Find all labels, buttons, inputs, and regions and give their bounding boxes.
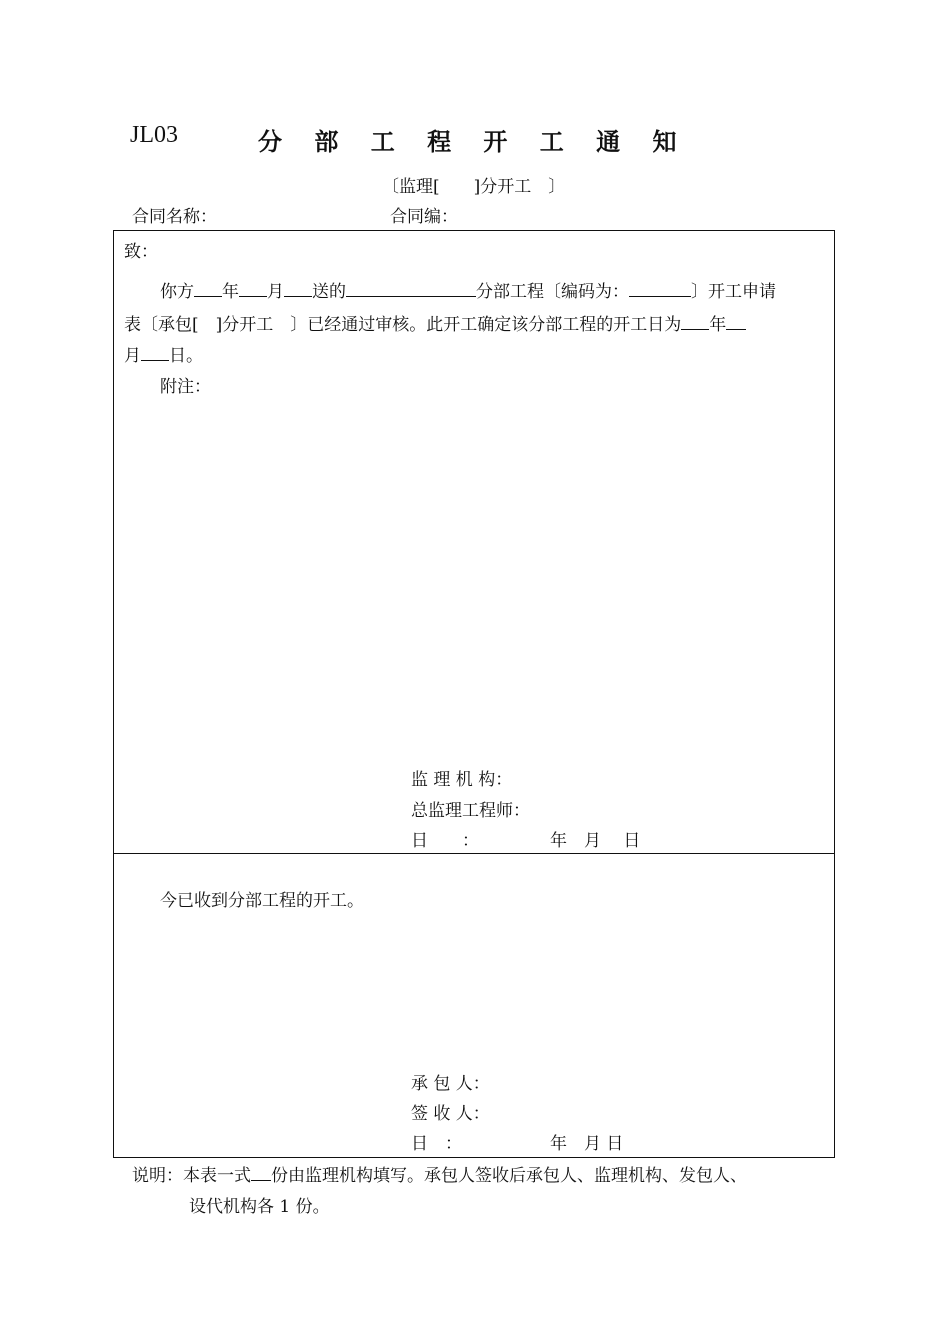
day-blank[interactable] [284,280,312,297]
signer-label: 签 收 人： [411,1104,490,1124]
notice-paragraph-line1 [160,277,776,302]
to-label: 致： [124,242,158,262]
footer-note-text-b: 份由监理机构填写。承包人签收后承包人、监理机构、发包人、 [271,1166,747,1186]
remark-label: 附注： [160,377,211,397]
page-title: 分 部 工 程 开 工 通 知 [258,128,689,156]
start-month-blank[interactable] [726,313,746,330]
receipt-text: 今已收到分部工程的开工。 [160,891,364,911]
contract-name-label: 合同名称： [132,207,217,227]
receipt-date-label: 日 ： [411,1134,462,1154]
you-text: 你方 [160,282,194,302]
start-day-text: 日。 [169,346,203,366]
project-code-blank[interactable] [629,280,691,297]
receipt-section [113,853,835,1158]
contract-number-label: 合同编： [390,207,458,227]
form-code: JL03 [130,122,178,148]
footer-note-line2: 设代机构各 1 份。 [189,1197,330,1217]
footer-note-line1 [132,1161,747,1186]
contractor-label: 承 包 人： [411,1074,490,1094]
start-year-text: 年 [709,315,727,335]
notice-paragraph-line2 [124,310,746,335]
approval-text: 表〔承包[ ]分开工 〕已经通过审核。此开工确定该分部工程的开工日为 [124,315,682,335]
footer-note-text-a: 说明：本表一式 [132,1166,251,1186]
notice-section [113,230,835,854]
copies-blank[interactable] [251,1164,271,1181]
receipt-date-ymd: 年 月 日 [550,1134,624,1154]
notice-paragraph-line3 [124,341,203,366]
supervision-org-label: 监 理 机 构： [411,770,513,790]
year-text: 年 [222,282,239,302]
month-blank[interactable] [239,280,267,297]
sent-text: 送的 [312,282,346,302]
start-day-blank[interactable] [141,344,169,361]
notice-date-label: 日 ： [411,831,479,851]
year-blank[interactable] [194,280,222,297]
project-code-text: 分部工程〔编码为： [476,282,629,302]
application-text: 〕开工申请 [691,282,776,302]
chief-engineer-label: 总监理工程师： [411,801,530,821]
start-month-text: 月 [124,346,141,366]
month-text: 月 [267,282,284,302]
notice-date-ymd: 年 月 日 [550,831,641,851]
start-year-blank[interactable] [681,313,709,330]
document-number: 〔监理[ ]分开工 〕 [382,177,566,197]
project-name-blank[interactable] [346,280,476,297]
